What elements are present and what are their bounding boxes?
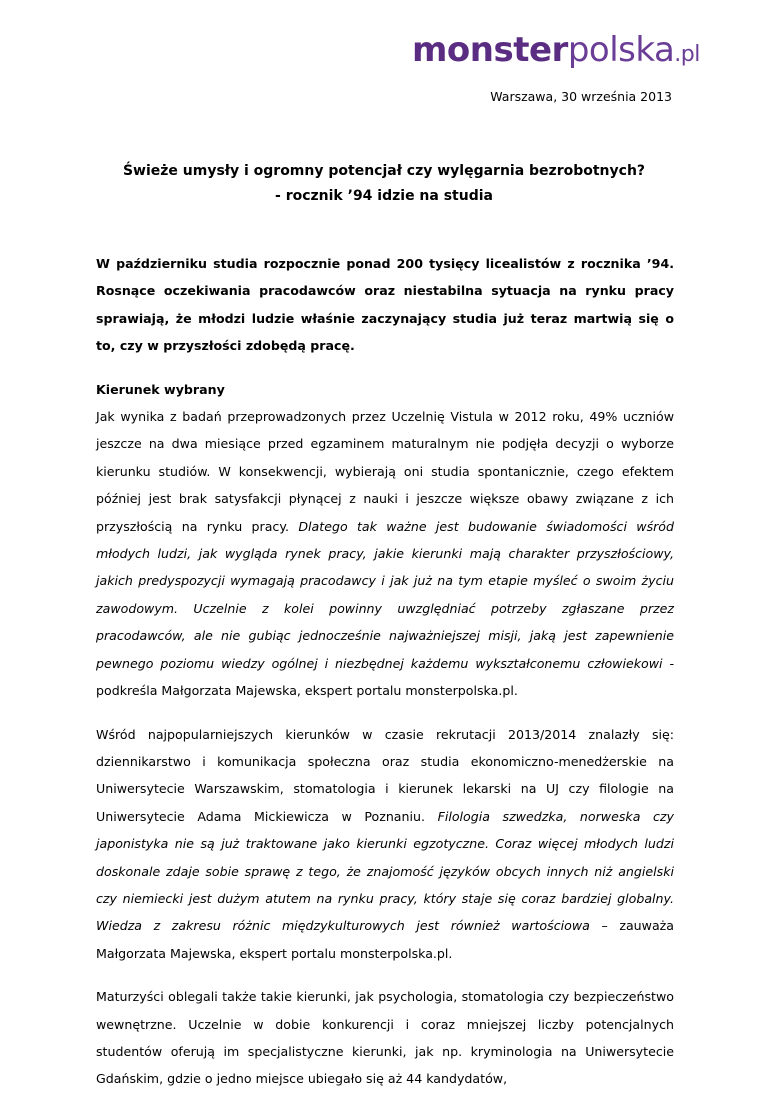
paragraph-3 — [96, 983, 674, 1093]
paragraph-2 — [96, 721, 674, 968]
paragraph-1-text: Jak wynika z badań przeprowadzonych przez Uczelnię Vistula w 2012 roku, 49% uczniów jeszcze na dwa miesiące przed egzaminem maturalnym nie podjęła decyzji o wyborze kierunku studiów. W konsekwencji, wybierają oni studia spontanicznie, czego efektem później jest brak satysfakcji płynącej z nauki i jeszcze większe obawy związane z ich przyszłością na rynku pracy. — [96, 409, 674, 534]
paragraph-2-quote: Filologia szwedzka, norweska czy japonistyka nie są już traktowane jako kierunki egzotyczne. Coraz więcej młodych ludzi doskonale zdaje sobie sprawę z tego, że znajomość języków obcych innych niż angielski czy niemiecki jest dużym atutem na rynku pracy, który staje się coraz bardziej globalny. Wiedza z zakresu różnic międzykulturowych jest również wartościowa — [96, 808, 674, 934]
paragraph-2-text: Wśród najpopularniejszych kierunków w czasie rekrutacji 2013/2014 znalazły się: dziennikarstwo i komunikacja społeczna oraz studia ekonomiczno-menedżerskie na Uniwersytecie Warszawskim, stomatologia i kierunek lekarski na UJ czy filologie na Uniwersytecie Adama Mickiewicza w Poznaniu. — [96, 726, 674, 824]
dateline: Warszawa, 30 września 2013 — [490, 89, 672, 104]
lead-paragraph: W październiku studia rozpocznie ponad 200 tysięcy licealistów z rocznika ’94. Rosnące oczekiwania pracodawców oraz niestabilna sytuacja na rynku pracy sprawiają, że młodzi ludzie właśnie zaczynający studia już teraz martwią się o to, czy w przyszłości zdobędą pracę. — [96, 256, 674, 354]
monsterpolska-logo — [412, 30, 700, 70]
paragraph-3-text: Maturzyści oblegali także takie kierunki, jak psychologia, stomatologia czy bezpieczeństwo wewnętrzne. Uczelnie w dobie konkurencji i coraz mniejszej liczby potencjalnych studentów oferują im specjalistyczne kierunki, jak np. kryminologia na Uniwersytecie Gdańskim, gdzie o jedno miejsce ubiegało się aż 44 kandydatów, — [96, 989, 674, 1087]
paragraph-1-attribution: podkreśla Małgorzata Majewska, ekspert portalu monsterpolska.pl. — [96, 683, 518, 699]
section-kierunek-wybrany — [96, 376, 674, 705]
paragraph-1-quote: Dlatego tak ważne jest budowanie świadomości wśród młodych ludzi, jak wygląda rynek pracy, jakie kierunki mają charakter przyszłościowy, jakich predyspozycji wymagają pracodawcy i jak już na tym etapie myśleć o swoim życiu zawodowym. Uczelnie z kolei powinny uwzględniać potrzeby zgłaszane przez pracodawców, ale nie gubiąc jednocześnie najważniejszej misji, jaką jest zapewnienie pewnego poziomu wiedzy ogólnej i niezbędnej każdemu wykształconemu człowiekowi - — [96, 518, 675, 671]
section-heading: Kierunek wybrany — [96, 381, 225, 397]
title-line-2: - rocznik ’94 idzie na studia — [275, 188, 493, 204]
logo-part-monster: monster — [412, 30, 568, 70]
article-body — [96, 250, 674, 1109]
logo-part-polska: polska — [567, 30, 675, 70]
press-release-title — [96, 159, 672, 209]
logo-part-tld: .pl — [674, 42, 700, 67]
paragraph-2-attribution: – zauważa Małgorzata Majewska, ekspert portalu monsterpolska.pl. — [96, 918, 674, 961]
title-line-1: Świeże umysły i ogromny potencjał czy wylęgarnia bezrobotnych? — [122, 163, 646, 179]
